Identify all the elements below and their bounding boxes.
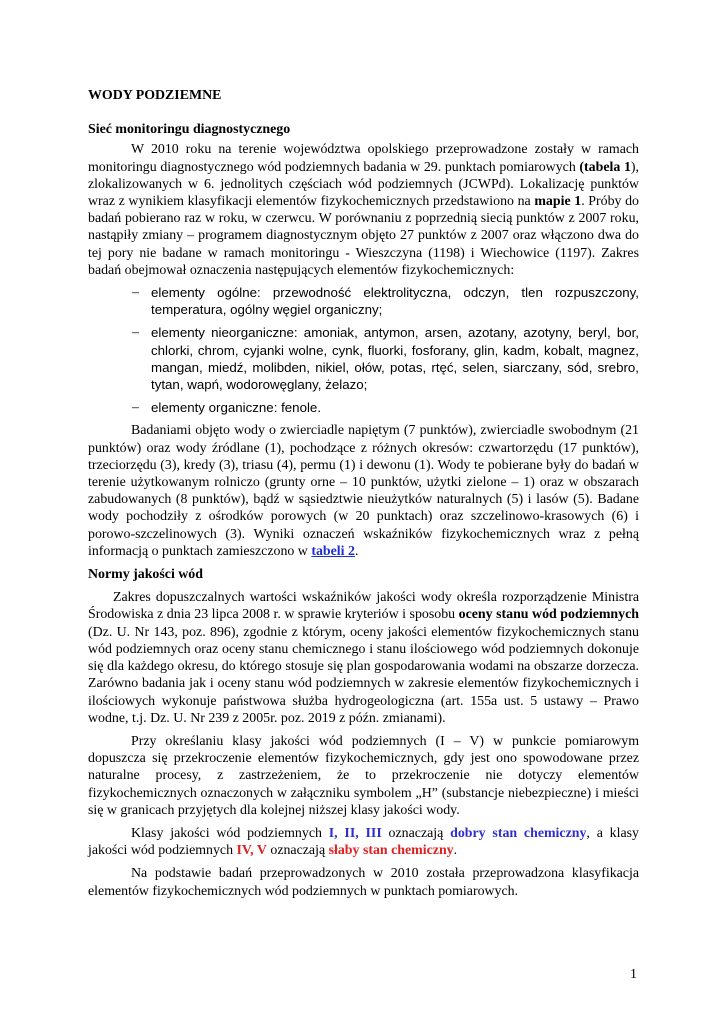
page-number: 1 — [630, 967, 637, 982]
paragraph-class-meaning — [88, 825, 639, 859]
list-item-text: elementy ogólne: przewodność elektrolityczna, odczyn, tlen rozpuszczony, temperatura, ogólny węgiel organiczny; — [151, 285, 639, 318]
text-segment: oznaczają — [381, 825, 451, 841]
poor-status: słaby stan chemiczny — [328, 843, 454, 859]
text-segment: Badaniami objęto wody o zwierciadle napiętym (7 punktów), zwierciadle swobodnym (21 punktów) oraz wody źródlane (1), pochodzące z różnych okresów: czwartorzędu (17 punktów), trzeciorzędu (3), kredy (3), triasu (4), permu (1) i dewonu (1). Wody te pobierane były do badań w terenie użytkowanym rolniczo (grunty orne – 10 punktów, użytki zielone – 1) oraz w obszarach zabudowanych (8 punktów), bądź w sąsiedztwie nieużytków naturalnych (5) i lasów (5). Badane wody pochodziły z ośrodków porowych (w 20 punktach) oraz szczelinowo-krasowych (6) i porowo-szczelinowych (3). Wyniki oznaczeń wskaźników fizykochemicznych wraz z pełną informacją o punktach zamieszczono w — [88, 423, 639, 559]
good-classes: I, II, III — [328, 825, 382, 841]
document-title: WODY PODZIEMNE — [88, 88, 222, 103]
text-segment: W 2010 roku na terenie województwa opolskiego przeprowadzone zostały w ramach monitoringu diagnostycznego wód podziemnych badania w 29. punktach pomiarowych — [88, 142, 639, 175]
elements-list — [88, 284, 639, 416]
good-status: dobry stan chemiczny — [450, 825, 587, 841]
list-item — [88, 324, 639, 393]
list-item — [88, 284, 639, 318]
list-item-text: elementy nieorganiczne: amoniak, antymon, arsen, azotany, azotyny, beryl, bor, chlorki, chrom, cyjanki wolne, cynk, fluorki, fosforany, glin, kadm, kobalt, magnez, mangan, miedź, molibden, nikiel, ołów, potas, rtęć, selen, siarczany, sód, srebro, tytan, wapń, wodorowęglany, żelazo; — [151, 325, 639, 393]
map-reference: mapie 1 — [534, 194, 582, 210]
poor-classes: IV, V — [236, 843, 267, 859]
list-item — [88, 399, 639, 416]
dash-bullet: – — [132, 400, 139, 416]
list-item-text: elementy organiczne: fenole. — [151, 400, 322, 416]
table-2-link[interactable]: tabeli 2 — [311, 543, 355, 559]
document-page — [88, 87, 639, 900]
table-reference: (tabela 1 — [579, 159, 631, 175]
text-segment: (Dz. U. Nr 143, poz. 896), zgodnie z którym, oceny jakości elementów fizykochemicznych stanu wód podziemnych oraz oceny stanu chemicznego i stanu ilościowego wód podziemnych dokonuje się dla każdego okresu, do którego stosuje się plan gospodarowania wodami na obszarze dorzecza. Zarówno badania jak i oceny stanu wód podziemnych w zakresie elementów fizykochemicznych i ilościowych wykonuje państwowa służba hydrogeologiczna (art. 155a ust. 5 ustawy – Prawo wodne, t.j. Dz. U. Nr 239 z 2005r. poz. 2019 z późn. zmianami). — [88, 624, 639, 726]
dash-bullet: – — [132, 325, 139, 341]
text-segment: oznaczają — [266, 843, 329, 859]
paragraph-regulation — [88, 589, 639, 727]
text-segment: Zakres dopuszczalnych wartości wskaźników jakości wody określa rozporządzenie Ministra Środowiska z dnia 23 lipca 2008 r. w sprawie kryteriów i sposobu — [88, 590, 639, 623]
text-segment: . Próby do badań pobierano raz w roku, w czerwcu. W porównaniu z poprzednią siecią punktów z 2007 roku, nastąpiły zmiany – programem diagnostycznym objęto 27 punktów z 2007 oraz włączono dwa do tej pory nie badane w ramach monitoringu - Wieszczyna (1198) i Wiechowice (1197). Zakres badań obejmował oznaczenia następujących elementów fizykochemicznych: — [88, 194, 639, 278]
dash-bullet: – — [132, 285, 139, 301]
paragraph-class-exceedance: Przy określaniu klasy jakości wód podziemnych (I – V) w punkcie pomiarowym dopuszcza się przekroczenie elementów fizykochemicznych, gdy jest ono spowodowane przez naturalne procesy, z zastrzeżeniem, że to przekroczenie nie dotyczy elementów fizykochemicznych oznaczonych w załączniku symbolem „H” (substancje niebezpieczne) i mieści się w granicach przyjętych dla kolejnej niższej klasy jakości wody. — [88, 733, 639, 818]
paragraph-monitoring-intro — [88, 141, 639, 279]
text-segment: . — [453, 843, 458, 859]
text-segment: ), zlokalizowanych w 6. jednolitych częściach wód podziemnych (JCWPd). Lokalizację punktów wraz z wynikiem klasyfikacji elementów fizykochemicznych przedstawiono na — [88, 159, 640, 210]
section-heading-monitoring: Sieć monitoringu diagnostycznego — [88, 122, 291, 138]
bold-phrase: oceny stanu wód podziemnych — [458, 607, 639, 623]
paragraph-classification: Na podstawie badań przeprowadzonych w 2010 została przeprowadzona klasyfikacja elementów fizykochemicznych wód podziemnych w punktach pomiarowych. — [88, 866, 639, 899]
section-heading-norms: Normy jakości wód — [88, 567, 203, 583]
paragraph-water-types — [88, 422, 639, 560]
text-segment: Klasy jakości wód podziemnych — [131, 825, 329, 841]
text-segment: . — [354, 543, 359, 559]
text-segment: , a klasy jakości wód podziemnych — [88, 825, 639, 859]
